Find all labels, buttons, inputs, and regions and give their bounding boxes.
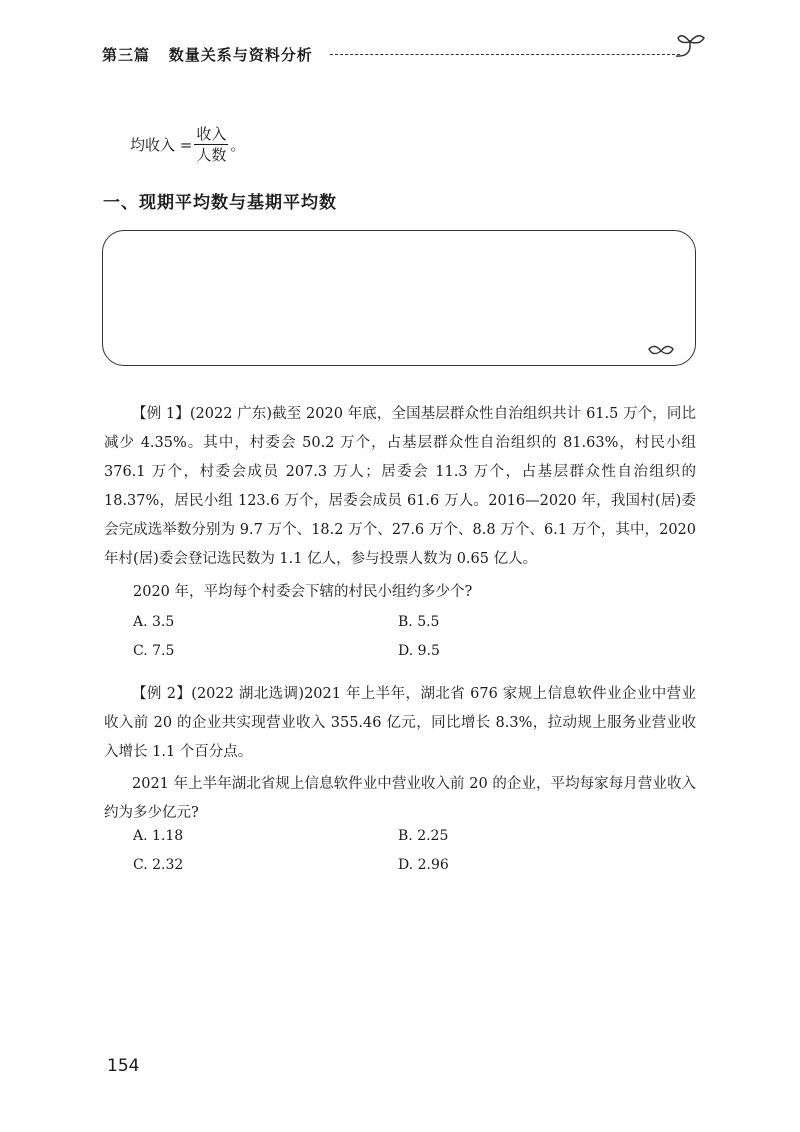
- section-title: 一、现期平均数与基期平均数: [103, 193, 337, 213]
- formula-fraction: [194, 125, 228, 164]
- header-chapter: 数量关系与资料分析: [168, 46, 313, 64]
- example1-option-b: B. 5.5: [398, 614, 440, 630]
- average-income-formula: [130, 124, 245, 164]
- example2-question-text: 2021 年上半年湖北省规上信息软件业中营业收入前 20 的企业，平均每家每月营业收入约为多少亿元?: [104, 776, 696, 821]
- example1-question: 2020 年，平均每个村委会下辖的村民小组约多少个?: [133, 584, 473, 600]
- page-number: 154: [107, 1056, 140, 1076]
- formula-numerator: 收入: [196, 124, 227, 143]
- example2-text: 【例 2】(2022 湖北选调)2021 年上半年，湖北省 676 家规上信息软件业企业中营业收入前 20 的企业共实现营业收入 355.46 亿元，同比增长 8.3%，拉动规上服务业营业收入增长 1.1 个百分点。: [104, 686, 696, 760]
- header-rule: [330, 54, 680, 55]
- page-header: [102, 44, 698, 68]
- example2-option-a: A. 1.18: [133, 828, 184, 844]
- header-part: 第三篇: [102, 46, 151, 64]
- note-box: [102, 230, 696, 366]
- example1-text: 【例 1】(2022 广东)截至 2020 年底，全国基层群众性自治组织共计 61.5 万个，同比减少 4.35%。其中，村委会 50.2 万个，占基层群众性自治组织的 81.63%，村民小组 376.1 万个，村委会成员 207.3 万人；居委会 11.3 万个，占基层群众性自治组织的 18.37%，居民小组 123.6 万个，居委会成员 61.6 万人。2016—2020 年，我国村(居)委会完成选举数分别为 9.7 万个、18.2 万个、27.6 万个、8.8 万个、6.1 万个，其中，2020 年村(居)委会登记选民数为 1.1 亿人，参与投票人数为 0.65 亿人。: [104, 406, 696, 567]
- formula-lhs: 均收入 =: [130, 135, 193, 154]
- example2-option-c: C. 2.32: [133, 857, 184, 873]
- formula-denominator: 人数: [196, 145, 227, 164]
- example1-option-a: A. 3.5: [133, 614, 175, 630]
- example2-option-b: B. 2.25: [398, 828, 449, 844]
- example1-option-d: D. 9.5: [398, 643, 440, 659]
- formula-end: 。: [230, 135, 246, 154]
- example1-option-c: C. 7.5: [133, 643, 175, 659]
- header-title: [102, 44, 313, 65]
- leaf-pair-icon: [647, 343, 675, 359]
- example2-option-d: D. 2.96: [398, 857, 449, 873]
- sprout-icon: [672, 30, 708, 60]
- example2-question: [104, 770, 696, 828]
